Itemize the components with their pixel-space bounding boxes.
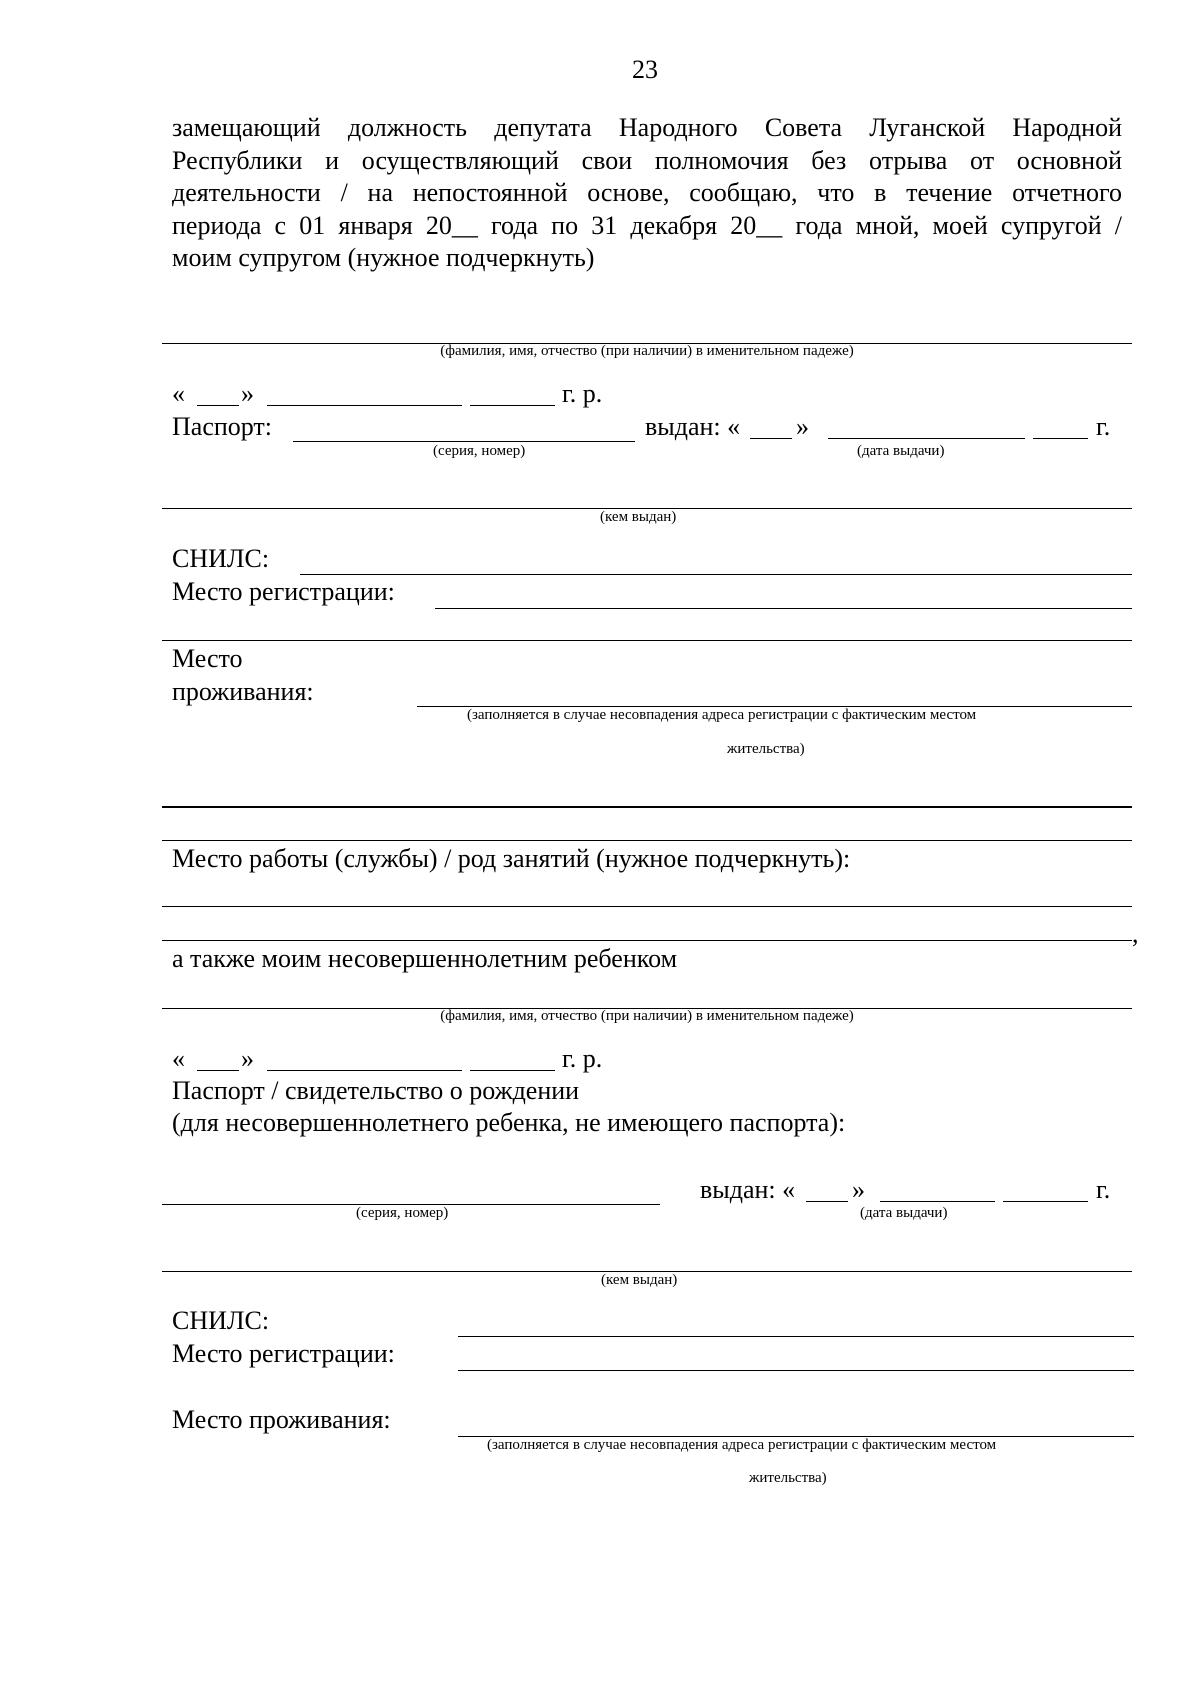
child-date-hint: (дата выдачи)	[860, 1205, 948, 1221]
spouse-issued-year-line[interactable]	[1033, 438, 1088, 439]
spouse-birth-month-line[interactable]	[267, 405, 462, 406]
child-birth-suffix: г. р.	[562, 1044, 603, 1073]
child-year-suffix: г.	[1096, 1175, 1111, 1204]
child-registration-label: Место регистрации:	[172, 1339, 395, 1368]
child-birth-month-line[interactable]	[267, 1070, 462, 1071]
child-series-hint: (серия, номер)	[356, 1205, 449, 1221]
spouse-residence-label-2: проживания:	[172, 677, 314, 706]
child-snils-line[interactable]	[458, 1336, 1134, 1337]
child-fio-hint: (фамилия, имя, отчество (при наличии) в именительном падеже)	[440, 1008, 854, 1024]
spouse-passport-label: Паспорт:	[172, 412, 273, 441]
spouse-birth-year-line[interactable]	[470, 405, 555, 406]
spouse-issued-label: выдан: «	[645, 412, 741, 441]
child-snils-label: СНИЛС:	[172, 1306, 270, 1335]
spouse-year-suffix: г.	[1096, 412, 1111, 441]
spouse-work-label: Место работы (службы) / род занятий (нужное подчеркнуть):	[172, 844, 851, 873]
intro-line: периода с 01 января 20__ года по 31 декабря 20__ года мной, моей супругой /	[172, 210, 1122, 240]
spouse-residence-hint-2: жительства)	[727, 741, 805, 757]
child-intro: а также моим несовершеннолетним ребенком	[172, 944, 678, 973]
spouse-birth-close: »	[241, 379, 254, 408]
child-birth-year-line[interactable]	[470, 1070, 555, 1071]
spouse-birth-suffix: г. р.	[562, 379, 603, 408]
spouse-issued-day-line[interactable]	[750, 438, 792, 439]
spouse-date-hint: (дата выдачи)	[857, 443, 945, 459]
child-residence-hint-2: жительства)	[749, 1470, 827, 1486]
trailing-comma: ,	[1132, 919, 1139, 948]
spouse-birth-day-line[interactable]	[197, 405, 239, 406]
spouse-issuer-hint: (кем выдан)	[600, 509, 677, 525]
intro-line: деятельности / на непостоянной основе, сообщаю, что в течение отчетного	[172, 178, 1122, 207]
spouse-snils-label: СНИЛС:	[172, 544, 270, 573]
child-registration-line[interactable]	[458, 1370, 1134, 1371]
spouse-birth-open: «	[172, 379, 185, 408]
spouse-residence-line-2[interactable]	[162, 806, 1132, 808]
page-number: 23	[632, 55, 658, 84]
intro-line: моим супругом (нужное подчеркнуть)	[172, 243, 595, 272]
child-issued-close: »	[852, 1175, 865, 1204]
spouse-residence-hint-1: (заполняется в случае несовпадения адреса регистрации с фактическим местом	[467, 707, 977, 723]
child-residence-hint-1: (заполняется в случае несовпадения адреса регистрации с фактическим местом	[487, 1437, 997, 1453]
child-birth-open: «	[172, 1044, 185, 1073]
spouse-registration-line-2[interactable]	[162, 640, 1132, 641]
spouse-registration-label: Место регистрации:	[172, 577, 395, 606]
child-issued-month-line[interactable]	[880, 1201, 995, 1202]
child-issued-year-line[interactable]	[1003, 1201, 1088, 1202]
child-issued-day-line[interactable]	[806, 1201, 848, 1202]
child-doc-label-1: Паспорт / свидетельство о рождении	[172, 1076, 580, 1105]
child-birth-day-line[interactable]	[197, 1070, 239, 1071]
intro-line: замещающий должность депутата Народного Совета Луганской Народной	[172, 113, 1122, 142]
spouse-residence-line-3[interactable]	[162, 840, 1132, 841]
spouse-work-line[interactable]	[162, 906, 1132, 907]
spouse-registration-line[interactable]	[435, 608, 1132, 609]
child-issuer-hint: (кем выдан)	[601, 1272, 678, 1288]
spouse-snils-line[interactable]	[300, 574, 1132, 575]
child-doc-label-2: (для несовершеннолетнего ребенка, не имеющего паспорта):	[172, 1108, 846, 1137]
spouse-issued-month-line[interactable]	[828, 438, 1025, 439]
spouse-work-line-2[interactable]	[162, 940, 1132, 941]
child-issued-label: выдан: «	[700, 1175, 796, 1204]
child-birth-close: »	[241, 1044, 254, 1073]
intro-paragraph	[172, 112, 1122, 275]
child-residence-label: Место проживания:	[172, 1405, 391, 1434]
spouse-series-hint: (серия, номер)	[433, 443, 526, 459]
spouse-issued-close: »	[796, 412, 809, 441]
spouse-residence-label-1: Место	[172, 644, 243, 673]
intro-line: Республики и осуществляющий свои полномочия без отрыва от основной	[172, 145, 1122, 175]
spouse-fio-hint: (фамилия, имя, отчество (при наличии) в именительном падеже)	[440, 343, 854, 359]
